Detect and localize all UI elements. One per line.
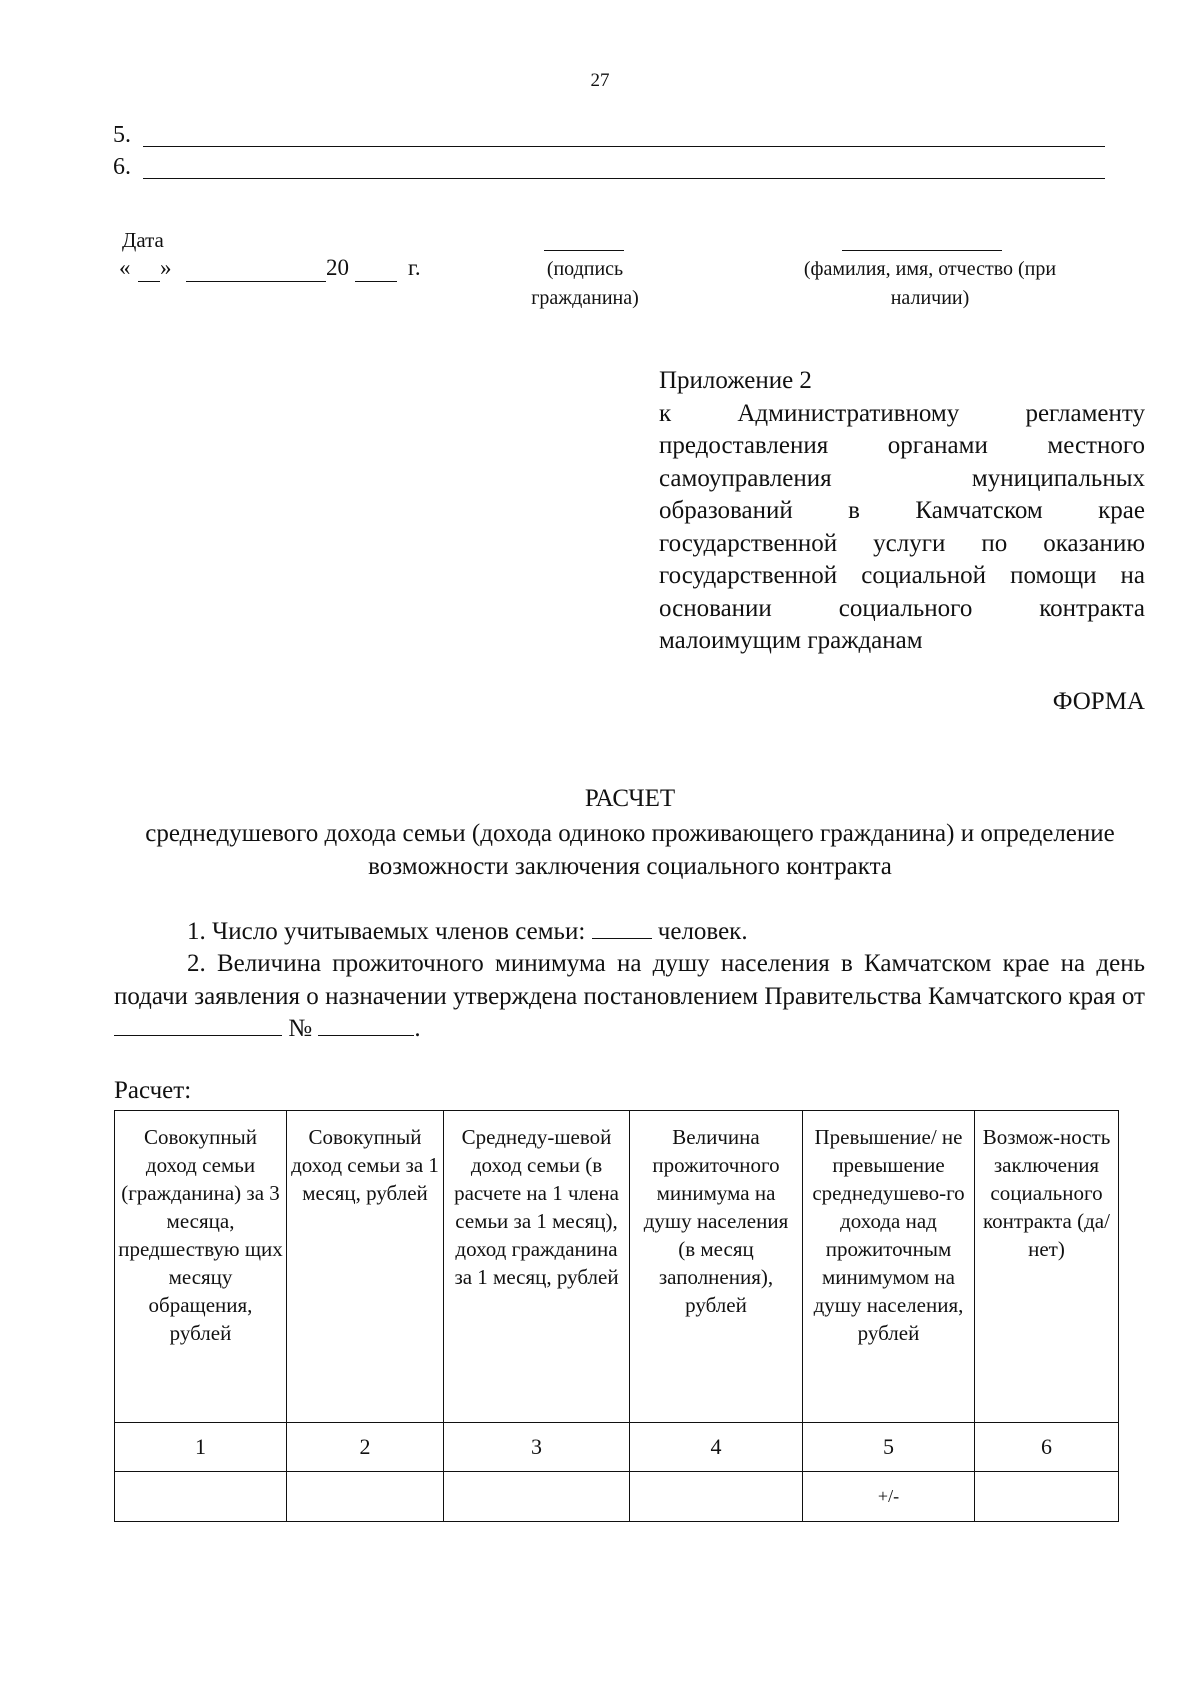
calc-subtitle: среднедушевого дохода семьи (дохода одиноко проживающего гражданина) и определение возможности заключения социального контракта <box>145 820 1115 880</box>
line-number: 5. <box>113 122 131 148</box>
line-number: 6. <box>113 154 131 180</box>
fio-blank <box>842 250 1002 251</box>
item-2-end: . <box>414 1015 421 1042</box>
family-count-blank <box>592 916 652 939</box>
table-cell <box>287 1472 444 1522</box>
table-header-row <box>115 1111 1119 1423</box>
column-number: 4 <box>630 1423 803 1472</box>
item-1-unit: человек. <box>657 918 748 945</box>
resolution-number-blank <box>318 1013 414 1036</box>
number-sign: № <box>288 1015 313 1042</box>
date-year-blank <box>355 281 397 282</box>
calc-title: РАСЧЕТ <box>584 785 676 812</box>
resolution-date-blank <box>114 1013 282 1036</box>
column-number: 5 <box>803 1423 975 1472</box>
header-per-capita-income: Среднеду-шевой доход семьи (в расчете на 1 члена семьи за 1 месяц), доход гражданина за 1 месяц, рублей <box>444 1111 630 1423</box>
column-number: 1 <box>115 1423 287 1472</box>
appendix-text: к Административному регламенту предоставления органами местного самоуправления муниципальных образований в Камчатском крае государственной услуги по оказанию государственной социальной помощи на основании социального контракта малоимущим гражданам <box>659 399 1145 654</box>
appendix-title: Приложение 2 <box>659 367 812 394</box>
date-quote-left: « <box>119 255 131 280</box>
signature-blank <box>544 250 624 251</box>
column-number: 3 <box>444 1423 630 1472</box>
date-label: Дата <box>122 228 164 252</box>
column-number: 6 <box>975 1423 1119 1472</box>
header-subsistence-minimum: Величина прожиточного минимума на душу населения (в месяц заполнения), рублей <box>630 1111 803 1423</box>
table-cell <box>975 1472 1119 1522</box>
item-2-text: 2. Величина прожиточного минимума на душу населения в Камчатском крае на день подачи заявления о назначении утверждена постановлением Правительства Камчатского края от <box>114 950 1145 1010</box>
header-total-income-3-months: Совокупный доход семьи (гражданина) за 3 месяца, предшествую щих месяцу обращения, рублей <box>115 1111 287 1423</box>
raschet-label: Расчет: <box>114 1077 192 1104</box>
numbered-line-6 <box>113 154 131 181</box>
signature-caption: (подпись гражданина) <box>531 258 639 309</box>
item-1-paragraph <box>187 916 748 949</box>
table-cell <box>444 1472 630 1522</box>
date-day-blank <box>138 281 160 282</box>
calculation-table <box>114 1110 1119 1522</box>
fio-caption: (фамилия, имя, отчество (при наличии) <box>803 258 1057 309</box>
table-cell <box>115 1472 287 1522</box>
table-cell: +/- <box>803 1472 975 1522</box>
date-year-prefix: 20 <box>326 255 349 280</box>
page-number: 27 <box>590 70 610 91</box>
table-cell <box>630 1472 803 1522</box>
form-label: ФОРМА <box>1052 688 1145 715</box>
date-quote-right: » <box>160 255 172 280</box>
numbered-line-5 <box>113 122 131 149</box>
blank-line <box>143 146 1105 147</box>
item-2-paragraph <box>114 948 1145 1046</box>
date-month-blank <box>186 281 326 282</box>
table-row <box>115 1472 1119 1522</box>
appendix-block <box>659 365 1145 658</box>
header-excess: Превышение/ не превышение среднедушево-го дохода над прожиточным минимумом на душу населения, рублей <box>803 1111 975 1423</box>
blank-line <box>143 178 1105 179</box>
header-total-income-1-month: Совокупный доход семьи за 1 месяц, рублей <box>287 1111 444 1423</box>
column-number: 2 <box>287 1423 444 1472</box>
header-contract-possibility: Возмож-ность заключения социального контракта (да/нет) <box>975 1111 1119 1423</box>
date-year-suffix: г. <box>408 255 421 280</box>
item-1-text: 1. Число учитываемых членов семьи: <box>187 918 586 945</box>
table-row <box>115 1423 1119 1472</box>
